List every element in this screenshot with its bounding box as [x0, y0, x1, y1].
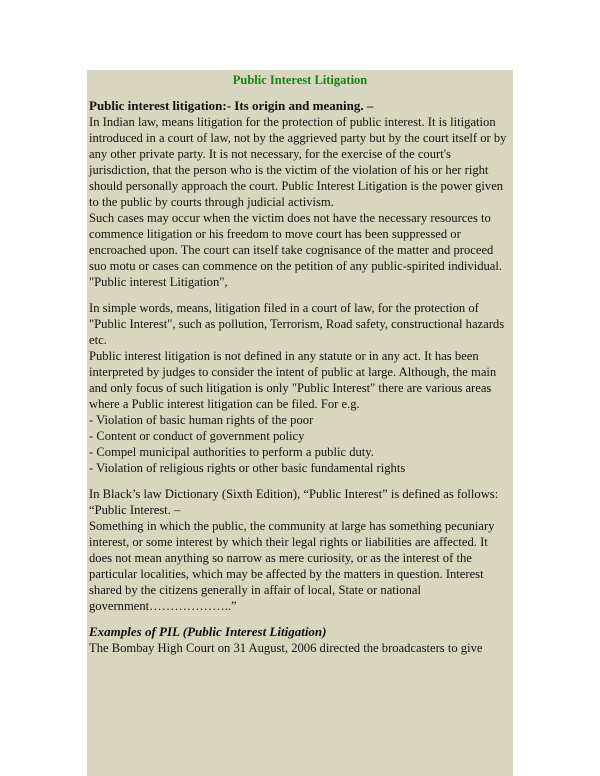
paragraph-blacks-law: In Black’s law Dictionary (Sixth Edition), “Public Interest” is defined as follows:: [89, 487, 499, 501]
paragraph-gap: [89, 614, 511, 624]
document-content: [87, 70, 513, 776]
violation-list: [89, 412, 511, 476]
list-item: - Violation of basic human rights of the poor: [89, 413, 314, 427]
paragraph-cases: Such cases may occur when the victim does not have the necessary resources to commence litigation or his freedom to move court has been suppressed or encroached upon. The court can itself take cognisance of the matter and proceed suo motu or cases can commence on the petition of any public-spirited individual.: [89, 211, 503, 273]
paragraph-simple-words: In simple words, means, litigation filed in a court of law, for the protection of "Public Interest", such as pollution, Terrorism, Road safety, constructional hazards etc.: [89, 301, 505, 347]
paragraph-gap: [89, 290, 511, 300]
document-title: Public Interest Litigation: [232, 73, 368, 87]
paragraph-quote-term: "Public interest Litigation",: [89, 275, 228, 289]
list-item: - Content or conduct of government policy: [89, 429, 305, 443]
paragraph-public-interest-definition: Something in which the public, the community at large has something pecuniary interest, or some interest by which their legal rights or liabilities are affected. It does not mean anything so narrow as mere curiosity, or as the interest of the particular localities, which may be affected by the matters in question. Interest shared by the citizens generally in affair of local, State or national government………………..”: [89, 519, 495, 613]
paragraph-bombay-high-court: The Bombay High Court on 31 August, 2006 directed the broadcasters to give: [89, 641, 483, 655]
paragraph-gap: [89, 476, 511, 486]
examples-heading: Examples of PIL (Public Interest Litigation): [89, 624, 327, 639]
paragraph-definition: In Indian law, means litigation for the protection of public interest. It is litigation introduced in a court of law, not by the aggrieved party but by the court itself or by any other private party. It is not necessary, for the exercise of the court's jurisdiction, that the person who is the victim of the violation of his or her right should personally approach the court. Public Interest Litigation is the power given to the public by courts through judicial activism.: [89, 115, 507, 209]
paragraph-public-interest-label: “Public Interest. –: [89, 503, 181, 517]
paragraph-not-defined: Public interest litigation is not defined in any statute or in any act. It has been interpreted by judges to consider the intent of public at large. Although, the main and only focus of such litigation is only "Public Interest" there are various areas where a Public interest litigation can be filed. For e.g.: [89, 349, 497, 411]
list-item: - Violation of religious rights or other basic fundamental rights: [89, 461, 406, 475]
list-item: - Compel municipal authorities to perform a public duty.: [89, 445, 374, 459]
section-heading: Public interest litigation:- Its origin and meaning. –: [89, 98, 374, 113]
